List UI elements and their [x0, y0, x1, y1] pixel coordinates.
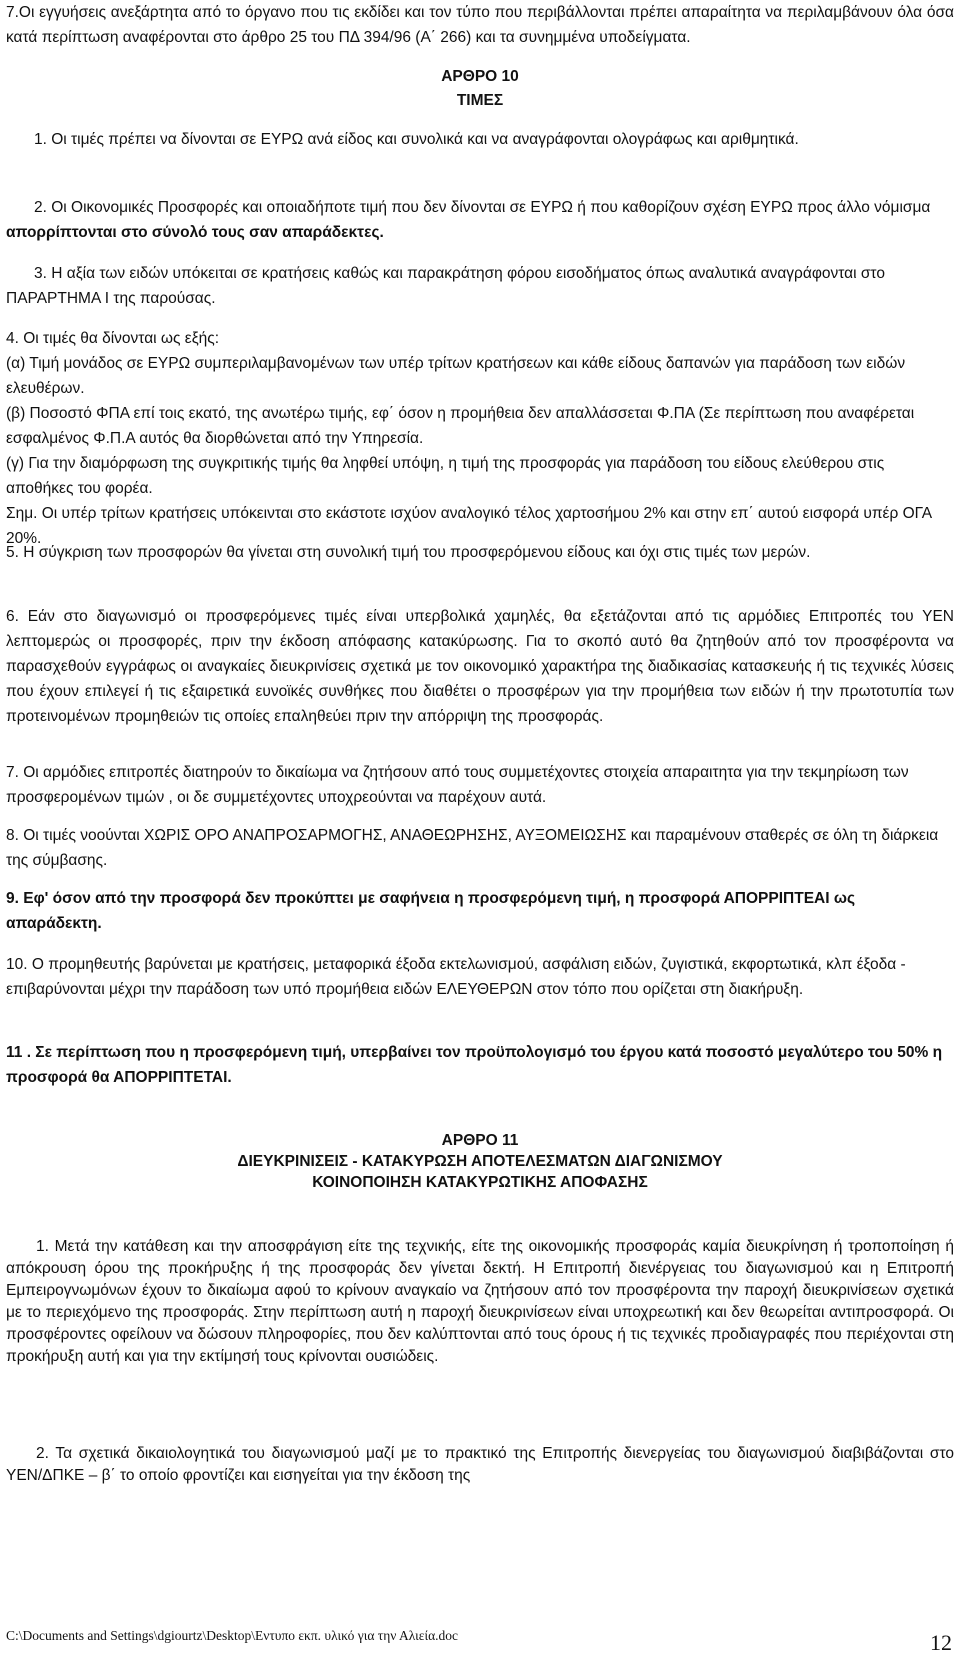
article-10-item-10: 10. Ο προμηθευτής βαρύνεται με κρατήσεις, μεταφορικά έξοδα εκτελωνισμού, ασφάλιση ειδών, ζυγιστικά, εκφορτωτικά, κλπ έξοδα - επιβαρύνονται μέχρι την παράδοση των υπό προμήθεια ειδών ΕΛΕΥΘΕΡΩΝ στον τόπο που ορίζεται στη διακήρυξη.: [6, 956, 906, 998]
article-10-title: ΑΡΘΡΟ 10: [441, 68, 519, 85]
article-10-item-8: 8. Οι τιμές νοούνται ΧΩΡΙΣ ΟΡΟ ΑΝΑΠΡΟΣΑΡΜΟΓΗΣ, ΑΝΑΘΕΩΡΗΣΗΣ, ΑΥΞΟΜΕΙΩΣΗΣ και παραμένουν σταθερές σε όλη τη διάρκεια της σύμβασης.: [6, 827, 939, 869]
article-11-item-1: [6, 1236, 954, 1368]
item-3-text: 3. Η αξία των ειδών υπόκειται σε κρατήσεις καθώς και παρακράτηση φόρου εισοδήματος όπως αναλυτικά αναγράφονται στο ΠΑΡΑΡΤΗΜΑ Ι της παρούσας.: [6, 265, 885, 307]
article-10-item-9: 9. Εφ' όσον από την προσφορά δεν προκύπτει με σαφήνεια η προσφερόμενη τιμή, η προσφορά ΑΠΟΡΡΙΠΤΕΑΙ ως απαράδεκτη.: [6, 890, 856, 932]
item-4-intro: 4. Οι τιμές θα δίνονται ως εξής:: [6, 330, 220, 347]
article-10-item-6: 6. Εάν στο διαγωνισμό οι προσφερόμενες τιμές είναι υπερβολικά χαμηλές, θα εξετάζονται από τις αρμόδιες Επιτροπές του ΥΕΝ λεπτομερώς οι προσφορές, πριν την έκδοση απόφασης κατακύρωσης. Για το σκοπό αυτό θα ζητηθούν από τον προσφέροντα να παρασχεθούν εγγράφως οι αναγκαίες διευκρινίσεις σχετικά με τον οικονομικό χαρακτήρα της διαδικασίας κατασκευής ή τις τεχνικές λύσεις που έχουν επιλεγεί ή τις εξαιρετικά ευνοϊκές συνθήκες που διαθέτει ο προσφέρων για την προμήθεια των ειδών ή την πρωτοτυπία των προτεινομένων προμηθειών τις οποίες επαληθεύει πριν την απόρριψη της προσφοράς.: [6, 608, 954, 725]
item-4-c: (γ) Για την διαμόρφωση της συγκριτικής τιμής θα ληφθεί υπόψη, η τιμή της προσφοράς για παράδοση του είδους ελεύθερου στις αποθήκες του φορέα.: [6, 455, 885, 497]
article-10-item-7: 7. Οι αρμόδιες επιτροπές διατηρούν το δικαίωμα να ζητήσουν από τους συμμετέχοντες στοιχεία απαραιτητα για την τεκμηρίωση των προσφερομένων τιμών , οι δε συμμετέχοντες υποχρεούνται να παρέχουν αυτά.: [6, 764, 909, 806]
a11-item-1-text: 1. Μετά την κατάθεση και την αποσφράγιση είτε της τεχνικής, είτε της οικονομικής προσφοράς καμία διευκρίνηση ή τροποποίηση ή απόκρουση όρου της προκήρυξης ή της προσφοράς δεν γίνεται δεκτή. Η Επιτροπή διενέργειας του διαγωνισμού και η Επιτροπή Εμπειρογνωμόνων έχουν το δικαίωμα αφού το κρίνουν αναγκαίο να ζητήσουν από τον προσφέροντα την παροχή διευκρινίσεων σχετικά με το περιεχόμενο της προσφοράς. Στην περίπτωση αυτή η παροχή διευκρινίσεων είναι υποχρεωτική και δεν θεωρείται αντιπροσφορά. Οι προσφέροντες οφείλουν να δώσουν πληροφορίες, που δεν καλύπτονται από τους όρους ή τις τεχνικές προδιαγραφές που περιέχονται στη προκήρυξη αυτή και για την εκτίμησή τους κρίνονται ουσιώδεις.: [6, 1238, 954, 1365]
article-11-title: ΑΡΘΡΟ 11: [441, 1132, 519, 1149]
paragraph-7-guarantees: 7.Οι εγγυήσεις ανεξάρτητα από το όργανο που τις εκδίδει και τον τύπο που περιβάλλονται πρέπει απαραίτητα να περιλαμβάνουν όλα όσα κατά περίπτωση αναφέρονται στο άρθρο 25 του ΠΔ 394/96 (Α΄ 266) και τα συνημμένα υποδείγματα.: [6, 4, 954, 46]
article-10-item-5: 5. Η σύγκριση των προσφορών θα γίνεται στη συνολική τιμή του προσφερόμενου είδους και όχι στις τιμές των μερών.: [6, 544, 811, 561]
article-10-item-4: [6, 326, 954, 551]
item-4-a: (α) Τιμή μονάδος σε ΕΥΡΩ συμπεριλαμβανομένων των υπέρ τρίτων κρατήσεων και κάθε είδους δαπανών για παράδοση των ειδών ελευθέρων.: [6, 355, 906, 397]
item-4-note: Σημ. Οι υπέρ τρίτων κρατήσεις υπόκεινται στο εκάστοτε ισχύον αναλογικό τέλος χαρτοσήμου 2% και στην επ΄ αυτού εισφορά υπέρ ΟΓΑ 20%.: [6, 505, 932, 547]
item-4-b: (β) Ποσοστό ΦΠΑ επί τοις εκατό, της ανωτέρω τιμής, εφ΄ όσον η προμήθεια δεν απαλλάσσεται Φ.ΠΑ (Σε περίπτωση που αναφέρεται εσφαλμένος Φ.Π.Α αυτός θα διορθώνεται από την Υπηρεσία.: [6, 405, 915, 447]
article-11-item-2: [6, 1443, 954, 1487]
article-10-item-1: [6, 127, 954, 152]
page-number: 12: [930, 1630, 952, 1655]
item-1-text: 1. Οι τιμές πρέπει να δίνονται σε ΕΥΡΩ ανά είδος και συνολικά και να αναγράφονται ολογράφως και αριθμητικά.: [34, 131, 799, 148]
item-2-bold-text: απορρίπτονται στο σύνολό τους σαν απαράδεκτες.: [6, 224, 384, 241]
a11-item-2-text: 2. Τα σχετικά δικαιολογητικά του διαγωνισμού μαζί με το πρακτικό της Επιτροπής διενεργείας του διαγωνισμού διαβιβάζονται στο ΥΕΝ/ΔΠΚΕ – β΄ το οποίο φροντίζει και εισηγείται για την έκδοση της: [6, 1445, 954, 1484]
article-11-heading-line-2: ΚΟΙΝΟΠΟΙΗΣΗ ΚΑΤΑΚΥΡΩΤΙΚΗΣ ΑΠΟΦΑΣΗΣ: [312, 1174, 648, 1191]
article-10-item-11: 11 . Σε περίπτωση που η προσφερόμενη τιμή, υπερβαίνει τον προϋπολογισμό του έργου κατά ποσοστό μεγαλύτερο του 50% η προσφορά θα ΑΠΟΡΡΙΠΤΕΤΑΙ.: [6, 1044, 943, 1086]
article-11-heading-line-1: ΔΙΕΥΚΡΙΝΙΣΕΙΣ - ΚΑΤΑΚΥΡΩΣΗ ΑΠΟΤΕΛΕΣΜΑΤΩΝ ΔΙΑΓΩΝΙΣΜΟΥ: [237, 1153, 723, 1170]
item-2-text: 2. Οι Οικονομικές Προσφορές και οποιαδήποτε τιμή που δεν δίνονται σε ΕΥΡΩ ή που καθορίζουν σχέση ΕΥΡΩ προς άλλο νόμισμα: [34, 199, 931, 216]
article-10-subtitle: ΤΙΜΕΣ: [456, 92, 504, 109]
article-10-item-3: [6, 261, 954, 311]
article-10-item-2: [6, 195, 954, 245]
footer-file-path: C:\Documents and Settings\dgiourtz\Desktop\Εντυπο εκπ. υλικό για την Αλιεία.doc: [6, 1628, 459, 1643]
